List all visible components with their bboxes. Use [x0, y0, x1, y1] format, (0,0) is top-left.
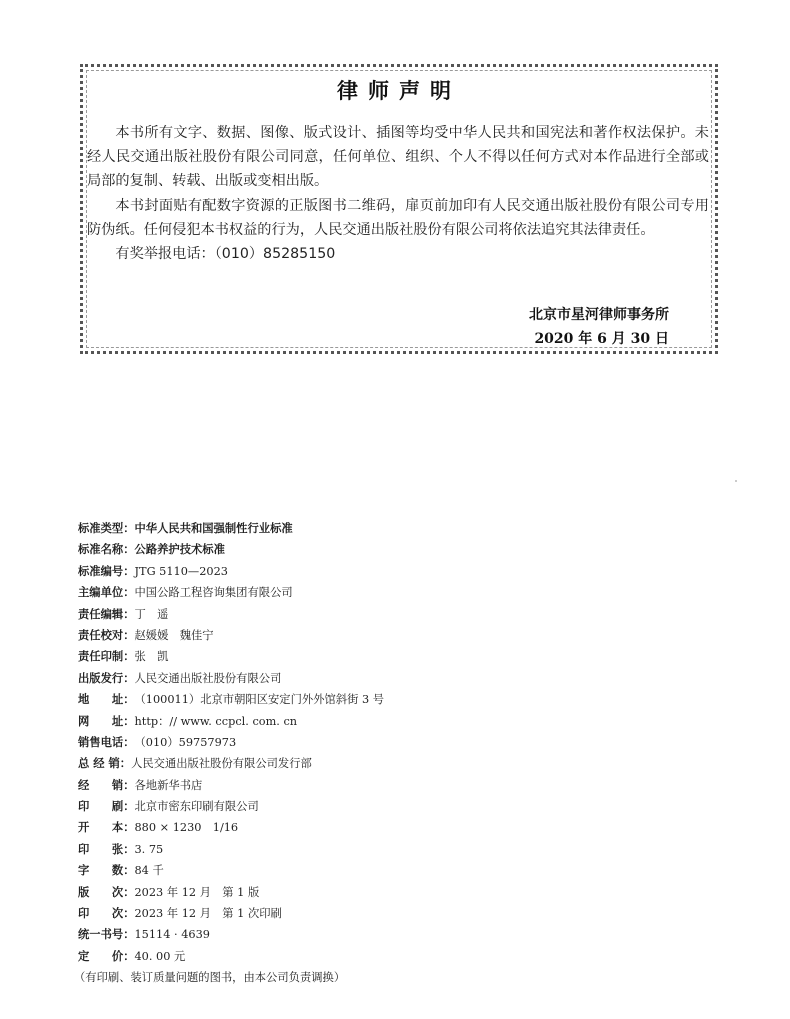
notice-body — [87, 121, 709, 266]
colophon-label: 字 数： — [78, 864, 135, 878]
colophon-label: 网 址： — [78, 714, 135, 728]
colophon-row — [78, 903, 718, 924]
law-firm-name: 北京市星河律师事务所 — [529, 307, 669, 323]
colophon-row — [78, 561, 718, 582]
colophon-row — [78, 882, 718, 903]
colophon-label: 地 址： — [78, 693, 135, 707]
colophon-value: 84 千 — [134, 864, 164, 878]
colophon-row — [78, 689, 718, 710]
colophon-value: JTG 5110—2023 — [134, 564, 228, 578]
colophon-row — [78, 604, 718, 625]
colophon-row — [78, 711, 718, 732]
colophon-label: 统一书号： — [78, 928, 135, 942]
colophon-row — [78, 860, 718, 881]
colophon-label: 版 次： — [78, 885, 135, 899]
colophon-row — [78, 625, 718, 646]
quality-footnote: （有印刷、装订质量问题的图书，由本公司负责调换） — [74, 971, 346, 985]
colophon-row — [78, 646, 718, 667]
colophon-row — [78, 753, 718, 774]
colophon-label: 责任编辑： — [78, 607, 135, 621]
colophon-label: 标准编号： — [78, 564, 135, 578]
colophon-row — [78, 732, 718, 753]
colophon-value: 人民交通出版社股份有限公司发行部 — [131, 757, 312, 771]
colophon-value: （100011）北京市朝阳区安定门外外馆斜街 3 号 — [134, 693, 385, 707]
colophon-value: 3. 75 — [134, 842, 164, 856]
colophon-label: 标准名称： — [78, 543, 135, 557]
colophon-rows — [78, 518, 718, 967]
notice-signature — [529, 303, 669, 351]
colophon-row — [78, 518, 718, 539]
colophon-label: 印 刷： — [78, 800, 135, 814]
colophon-value: （010）59757973 — [134, 735, 237, 749]
notice-paragraph: 本书封面贴有配数字资源的正版图书二维码，扉页前加印有人民交通出版社股份有限公司专用防伪纸。任何侵犯本书权益的行为，人民交通出版社股份有限公司将依法追究其法律责任。 — [87, 197, 709, 238]
colophon-label: 印 张： — [78, 842, 135, 856]
colophon-value: 40. 00 元 — [134, 949, 186, 963]
colophon-label: 责任印制： — [78, 650, 135, 664]
colophon-row — [78, 817, 718, 838]
colophon — [74, 518, 718, 989]
colophon-label: 总 经 销： — [78, 757, 132, 771]
colophon-value: 中国公路工程咨询集团有限公司 — [134, 586, 293, 600]
colophon-label: 开 本： — [78, 821, 135, 835]
colophon-row — [78, 539, 718, 560]
colophon-row — [78, 668, 718, 689]
colophon-label: 责任校对： — [78, 628, 135, 642]
colophon-row — [78, 796, 718, 817]
colophon-value: 中华人民共和国强制性行业标准 — [134, 522, 293, 535]
colophon-row — [78, 775, 718, 796]
colophon-value: 2023 年 12 月 第 1 次印刷 — [134, 907, 282, 921]
colophon-label: 主编单位： — [78, 586, 135, 600]
colophon-label: 标准类型： — [78, 522, 135, 535]
colophon-row — [78, 582, 718, 603]
notice-paragraph: 本书所有文字、数据、图像、版式设计、插图等均受中华人民共和国宪法和著作权法保护。未经人民交通出版社股份有限公司同意，任何单位、组织、个人不得以任何方式对本作品进行全部或局部的复制、转载、出版或变相出版。 — [87, 125, 709, 190]
colophon-value: 张 凯 — [134, 650, 169, 664]
colophon-value: 880 × 1230 1/16 — [134, 821, 239, 835]
notice-title: 律师声明 — [337, 79, 461, 103]
scan-speck — [735, 480, 737, 482]
colophon-label: 销售电话： — [78, 735, 135, 749]
colophon-value: 2023 年 12 月 第 1 版 — [134, 885, 260, 899]
lawyer-statement-box — [80, 64, 718, 354]
colophon-value: 赵媛媛 魏佳宁 — [134, 628, 214, 642]
colophon-value: 各地新华书店 — [134, 778, 203, 792]
colophon-value: 15114 · 4639 — [134, 928, 210, 942]
colophon-value: 人民交通出版社股份有限公司 — [134, 671, 282, 685]
colophon-row — [78, 839, 718, 860]
colophon-value: 丁 遥 — [134, 607, 169, 621]
report-hotline: 有奖举报电话：（010）85285150 — [115, 246, 336, 263]
colophon-value: http：// www. ccpcl. com. cn — [134, 714, 298, 728]
colophon-label: 经 销： — [78, 778, 135, 792]
colophon-label: 印 次： — [78, 907, 135, 921]
colophon-label: 出版发行： — [78, 671, 135, 685]
colophon-row — [78, 924, 718, 945]
colophon-value: 北京市密东印刷有限公司 — [134, 800, 259, 814]
colophon-row — [78, 946, 718, 967]
colophon-value: 公路养护技术标准 — [134, 543, 225, 557]
signature-date: 2020 年 6 月 30 日 — [534, 331, 669, 347]
colophon-label: 定 价： — [78, 949, 135, 963]
